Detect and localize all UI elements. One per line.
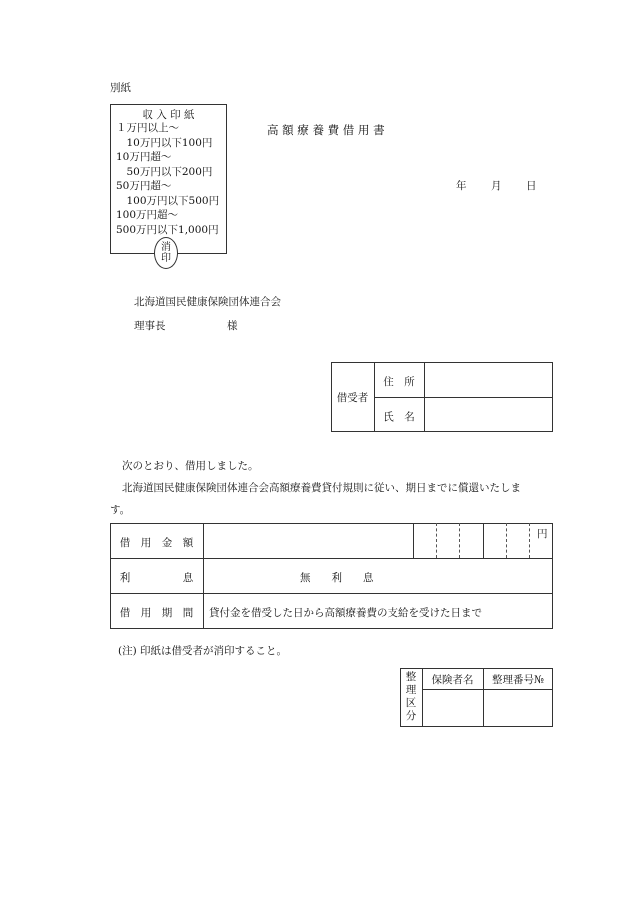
address-label: 住 所 — [383, 376, 415, 388]
stamp-rate-line: 50万円超～ — [116, 180, 172, 192]
amount-digit-divider — [459, 523, 460, 558]
interest-value: 無 利 息 — [300, 572, 374, 584]
admin-label-char: 区 — [405, 697, 417, 709]
admin-label-char: 理 — [405, 684, 417, 696]
stamp-rate-line: 100万円以下500円 — [116, 194, 220, 207]
divider — [110, 593, 553, 594]
name-field[interactable] — [425, 398, 552, 431]
admin-label-char: 整 — [405, 671, 417, 683]
revenue-stamp-rates — [116, 121, 219, 237]
addressee-position: 理事長 — [134, 320, 166, 332]
amount-label: 借 用 金 額 — [119, 537, 194, 549]
reference-number-field[interactable] — [484, 690, 552, 726]
date-day: 日 — [526, 180, 537, 192]
insurer-name-field[interactable] — [423, 690, 482, 726]
seal-char: 印 — [161, 253, 171, 264]
admin-label-char: 分 — [405, 710, 417, 722]
annex-label: 別紙 — [110, 82, 131, 94]
period-value: 貸付金を借受した日から高額療養費の支給を受けた日まで — [209, 607, 482, 619]
document-title: 高 額 療 養 費 借 用 書 — [267, 123, 385, 137]
stamp-rate-line: １万円以上～ — [116, 122, 179, 134]
insurer-name-header: 保険者名 — [431, 674, 474, 686]
revenue-stamp-heading: 収 入 印 紙 — [142, 109, 195, 121]
stamp-rate-line: 10万円超～ — [116, 151, 172, 163]
stamp-rate-line: 100万円超～ — [116, 209, 179, 221]
body-line-2: 北海道国民健康保険団体連合会高額療養費貸付規則に従い、期日までに償還いたしま — [122, 482, 521, 494]
date-month: 月 — [491, 180, 502, 192]
addressee-honorific: 様 — [227, 320, 238, 332]
body-line-1: 次のとおり、借用しました。 — [122, 460, 259, 472]
seal-char: 消 — [161, 242, 171, 253]
cancellation-seal — [154, 237, 178, 269]
date-year: 年 — [456, 180, 467, 192]
addressee-organization: 北海道国民健康保険団体連合会 — [134, 296, 281, 308]
amount-digit-divider — [483, 523, 484, 558]
stamp-rate-line: 50万円以下200円 — [116, 165, 213, 178]
period-label: 借 用 期 間 — [119, 607, 194, 619]
amount-digit-divider — [506, 523, 507, 558]
amount-field[interactable] — [204, 524, 412, 557]
yen-unit: 円 — [537, 528, 548, 540]
amount-digit-divider — [436, 523, 437, 558]
amount-digit-divider — [529, 523, 530, 558]
divider — [110, 558, 553, 559]
amount-digit-divider — [413, 523, 414, 558]
address-field[interactable] — [425, 363, 552, 396]
name-label: 氏 名 — [383, 411, 415, 423]
borrower-label: 借受者 — [336, 392, 369, 404]
body-line-3: す。 — [110, 504, 131, 516]
interest-label: 利 息 — [119, 572, 194, 584]
stamp-rate-line: 10万円以下100円 — [116, 136, 213, 149]
stamp-note: (注) 印紙は借受者が消印すること。 — [118, 645, 288, 657]
stamp-rate-line: 500万円以下1,000円 — [116, 223, 219, 236]
admin-row-label — [400, 671, 422, 723]
reference-number-header: 整理番号№ — [492, 674, 544, 686]
